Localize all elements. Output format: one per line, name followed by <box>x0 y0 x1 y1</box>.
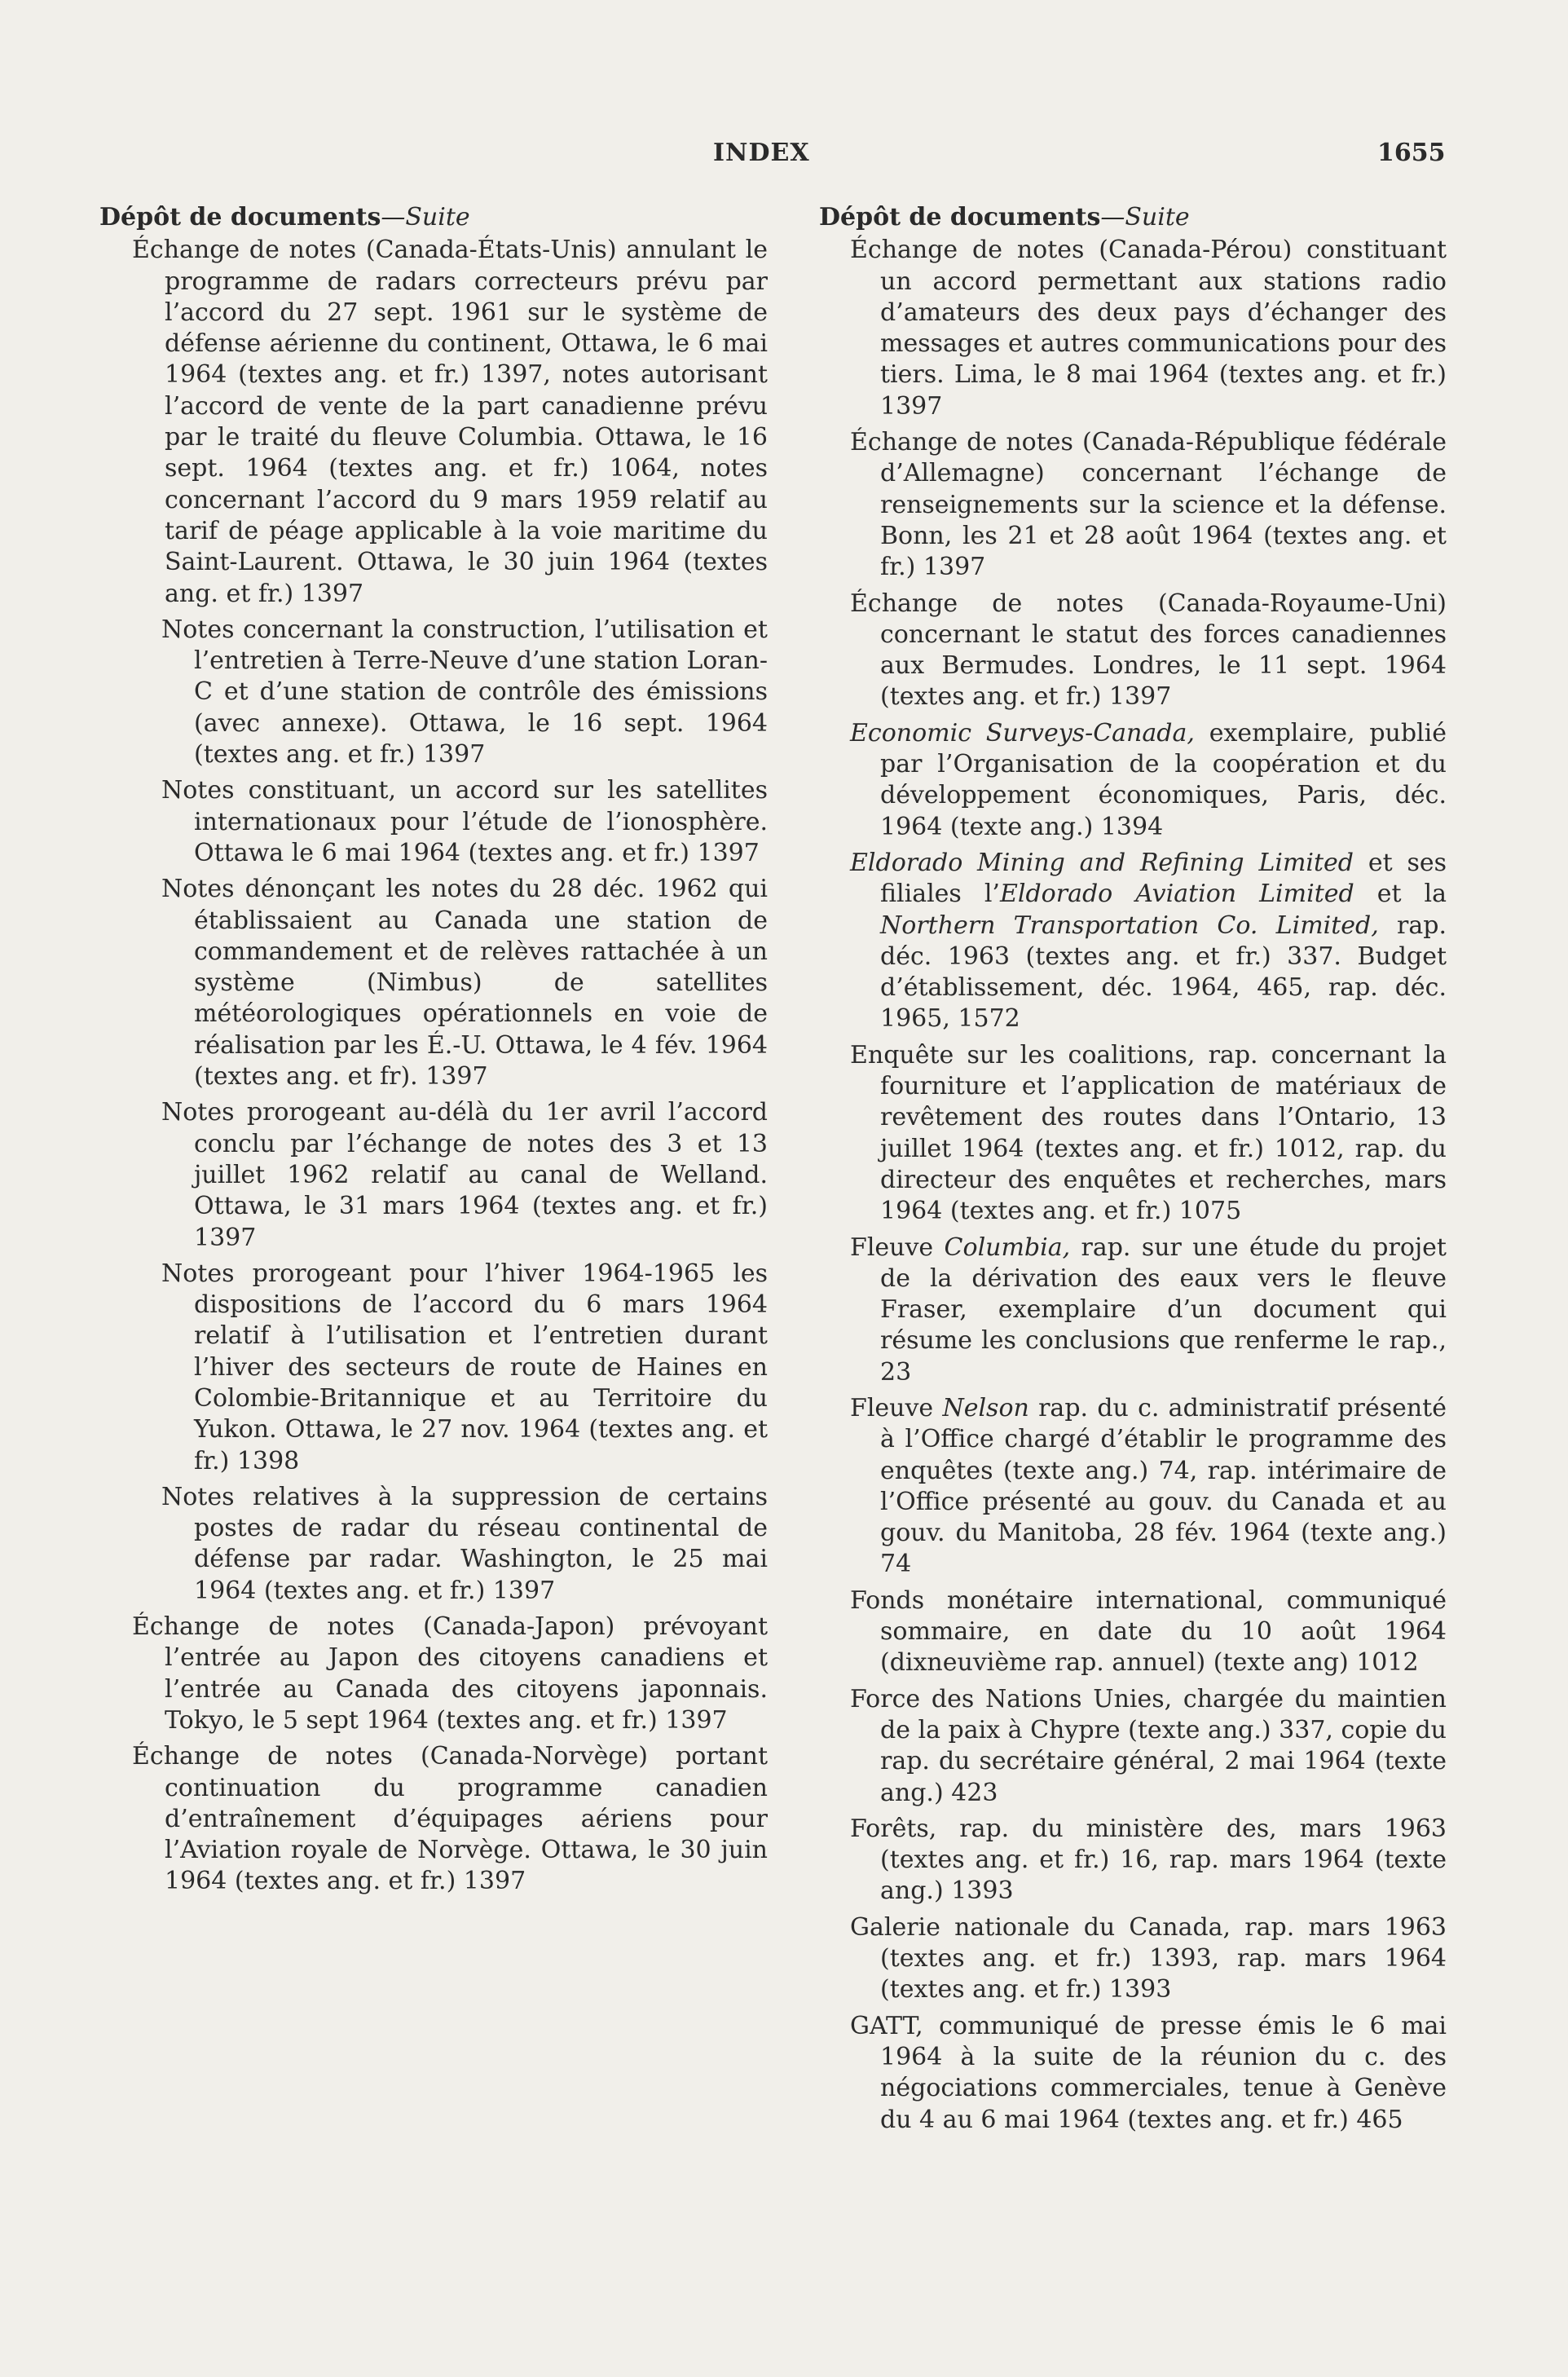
index-subentry: Notes constituant, un accord sur les satellites internationaux pour l’étude de l’ionosphère. Ottawa le 6 mai 1964 (textes ang. et fr.) 1397 <box>161 776 768 867</box>
index-entry: Economic Surveys-Canada, exemplaire, publié par l’Organisation de la coopération et du développement économiques, Paris, déc. 1964 (texte ang.) 1394 <box>850 718 1447 841</box>
left-column <box>99 202 768 1903</box>
index-subentry: Notes concernant la construction, l’utilisation et l’entretien à Terre-Neuve d’une station Loran-C et d’une station de contrôle des émissions (avec annexe). Ottawa, le 16 sept. 1964 (textes ang. et fr.) 1397 <box>161 615 768 770</box>
page-title: INDEX <box>713 139 810 167</box>
index-entry: GATT, communiqué de presse émis le 6 mai 1964 à la suite de la réunion du c. des négociations commerciales, tenue à Genève du 4 au 6 mai 1964 (textes ang. et fr.) 465 <box>850 2011 1447 2134</box>
index-entry: Galerie nationale du Canada, rap. mars 1963 (textes ang. et fr.) 1393, rap. mars 1964 (textes ang. et fr.) 1393 <box>850 1912 1447 2004</box>
continuation-heading: Dépôt de documents—Suite <box>99 203 470 232</box>
index-entry: Échange de notes (Canada-États-Unis) annulant le programme de radars correcteurs prévu par l’accord du 27 sept. 1961 sur le système de défense aérienne du continent, Ottawa, le 6 mai 1964 (textes ang. et fr.) 1397, notes autorisant l’accord de vente de la part canadienne prévu par le traité du fleuve Columbia. Ottawa, le 16 sept. 1964 (textes ang. et fr.) 1064, notes concernant l’accord du 9 mars 1959 relatif au tarif de péage applicable à la voie maritime du Saint-Laurent. Ottawa, le 30 juin 1964 (textes ang. et fr.) 1397 <box>132 236 768 608</box>
page-number: 1655 <box>1377 139 1446 167</box>
running-head <box>0 139 1568 171</box>
index-entry: Fleuve Nelson rap. du c. administratif présenté à l’Office chargé d’établir le programme des enquêtes (texte ang.) 74, rap. intérimaire de l’Office présenté au gouv. du Canada et au gouv. du Manitoba, 28 fév. 1964 (texte ang.) 74 <box>850 1393 1447 1579</box>
index-entry: Fonds monétaire international, communiqué sommaire, en date du 10 août 1964 (dixneuvième rap. annuel) (texte ang) 1012 <box>850 1585 1447 1678</box>
index-entry: Échange de notes (Canada-Norvège) portant continuation du programme canadien d’entraînement d’équipages aériens pour l’Aviation royale de Norvège. Ottawa, le 30 juin 1964 (textes ang. et fr.) 1397 <box>132 1742 768 1896</box>
index-entry: Échange de notes (Canada-Japon) prévoyant l’entrée au Japon des citoyens canadiens et l’entrée au Canada des citoyens japonnais. Tokyo, le 5 sept 1964 (textes ang. et fr.) 1397 <box>132 1612 768 1735</box>
index-subentry: Notes relatives à la suppression de certains postes de radar du réseau continental de défense par radar. Washington, le 25 mai 1964 (textes ang. et fr.) 1397 <box>161 1482 768 1605</box>
index-subentry: Notes dénonçant les notes du 28 déc. 1962 qui établissaient au Canada une station de commandement et de relèves rattachée à un système (Nimbus) de satellites météorologiques opérationnels en voie de réalisation par les É.-U. Ottawa, le 4 fév. 1964 (textes ang. et fr). 1397 <box>161 875 768 1091</box>
index-entry: Échange de notes (Canada-Pérou) constituant un accord permettant aux stations radio d’amateurs des deux pays d’échanger des messages et autres communications pour des tiers. Lima, le 8 mai 1964 (textes ang. et fr.) 1397 <box>850 236 1447 421</box>
index-entry: Échange de notes (Canada-République fédérale d’Allemagne) concernant l’échange de renseignements sur la science et la défense. Bonn, les 21 et 28 août 1964 (textes ang. et fr.) 1397 <box>850 428 1447 582</box>
index-entry: Enquête sur les coalitions, rap. concernant la fourniture et l’application de matériaux de revêtement des routes dans l’Ontario, 13 juillet 1964 (textes ang. et fr.) 1012, rap. du directeur des enquêtes et recherches, mars 1964 (textes ang. et fr.) 1075 <box>850 1040 1447 1226</box>
index-entry: Échange de notes (Canada-Royaume-Uni) concernant le statut des forces canadiennes aux Bermudes. Londres, le 11 sept. 1964 (textes ang. et fr.) 1397 <box>850 589 1447 712</box>
index-entry: Fleuve Columbia, rap. sur une étude du projet de la dérivation des eaux vers le fleuve Fraser, exemplaire d’un document qui résume les conclusions que renferme le rap., 23 <box>850 1233 1447 1387</box>
index-entry: Eldorado Mining and Refining Limited et ses filiales l’Eldorado Aviation Limited et la Northern Transportation Co. Limited, rap. déc. 1963 (textes ang. et fr.) 337. Budget d’établissement, déc. 1964, 465, rap. déc. 1965, 1572 <box>850 848 1447 1034</box>
index-entry: Force des Nations Unies, chargée du maintien de la paix à Chypre (texte ang.) 337, copie du rap. du secrétaire général, 2 mai 1964 (texte ang.) 423 <box>850 1684 1447 1807</box>
index-subentry: Notes prorogeant pour l’hiver 1964-1965 les dispositions de l’accord du 6 mars 1964 relatif à l’utilisation et l’entretien durant l’hiver des secteurs de route de Haines en Colombie-Britannique et au Territoire du Yukon. Ottawa, le 27 nov. 1964 (textes ang. et fr.) 1398 <box>161 1259 768 1475</box>
index-entry: Forêts, rap. du ministère des, mars 1963 (textes ang. et fr.) 16, rap. mars 1964 (texte ang.) 1393 <box>850 1814 1447 1906</box>
right-column <box>819 202 1447 2141</box>
index-subentry: Notes prorogeant au-délà du 1er avril l’accord conclu par l’échange de notes des 3 et 13 juillet 1962 relatif au canal de Welland. Ottawa, le 31 mars 1964 (textes ang. et fr.) 1397 <box>161 1098 768 1252</box>
continuation-heading: Dépôt de documents—Suite <box>819 203 1190 232</box>
